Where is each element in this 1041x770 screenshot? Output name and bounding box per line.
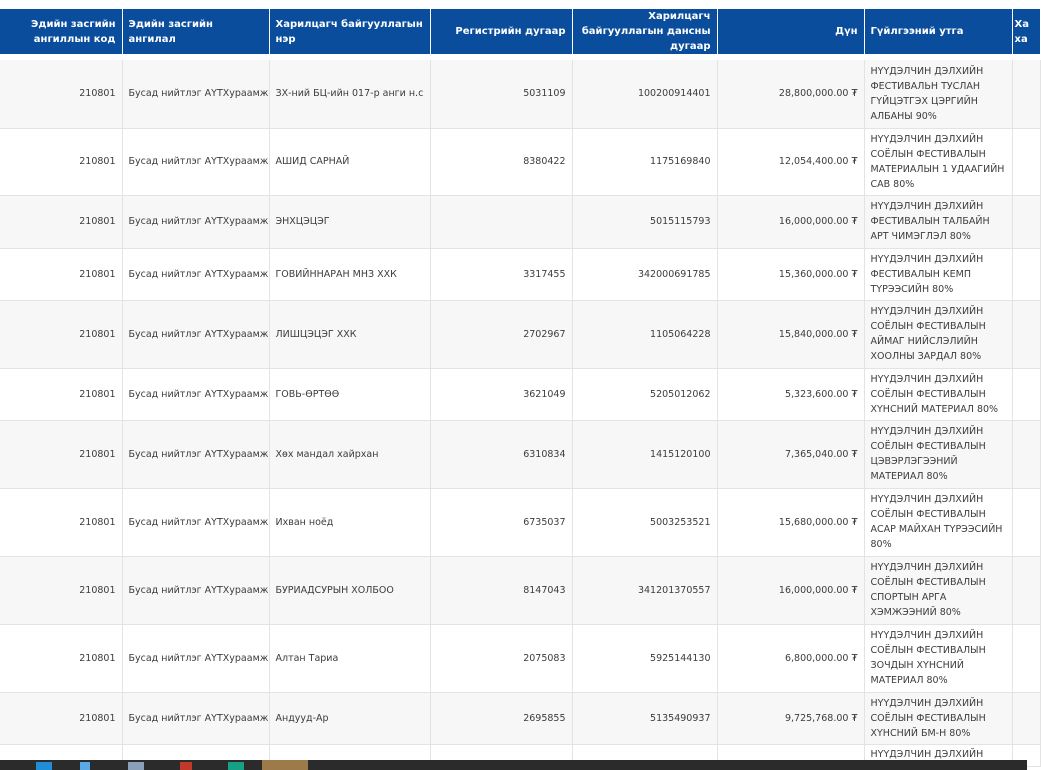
cell-amount: 12,054,400.00 ₮: [717, 128, 864, 195]
cell-register-number: 3621049: [430, 368, 572, 420]
cell-account-number: 5205012062: [572, 368, 717, 420]
col-header-account-number[interactable]: Харилцагч байгууллагын дансны дугаар: [572, 9, 717, 54]
cell-amount: 15,680,000.00 ₮: [717, 488, 864, 556]
table-body: [0, 54, 1040, 766]
cell-econ-code: 210801: [0, 368, 122, 420]
cell-econ-code: 210801: [0, 300, 122, 368]
cell-purpose: НҮҮДЭЛЧИН ДЭЛХИЙН СОЁЛЫН ФЕСТИВАЛЫН ХҮНСНИЙ МАТЕРИАЛ 80%: [864, 368, 1012, 420]
col-header-econ-code[interactable]: Эдийн засгийн ангиллын код: [0, 9, 122, 54]
cell-purpose: НҮҮДЭЛЧИН ДЭЛХИЙН СОЁЛЫН ФЕСТИВАЛЫН АЙМАГ НИЙСЛЭЛИЙН ХООЛНЫ ЗАРДАЛ 80%: [864, 300, 1012, 368]
cell-econ-code: 210801: [0, 60, 122, 128]
cell-amount: 16,000,000.00 ₮: [717, 556, 864, 624]
col-header-purpose[interactable]: Гүйлгээний утга: [864, 9, 1012, 54]
transactions-table: [0, 9, 1041, 767]
cell-account-number: 342000691785: [572, 248, 717, 300]
cell-econ-category: Бусад нийтлэг АҮТХураамж: [122, 300, 269, 368]
col-header-register-number[interactable]: Регистрийн дугаар: [430, 9, 572, 54]
cell-cut-off: [1012, 556, 1040, 624]
cell-cut-off: [1012, 624, 1040, 692]
col-header-amount[interactable]: Дүн: [717, 9, 864, 54]
table-row: [0, 195, 1040, 248]
table-header-row: [0, 9, 1040, 54]
cell-account-number: 5135490937: [572, 692, 717, 744]
folder-icon[interactable]: [262, 760, 308, 770]
cell-register-number: 2695855: [430, 692, 572, 744]
cell-register-number: 8380422: [430, 128, 572, 195]
cell-cut-off: [1012, 420, 1040, 488]
cell-econ-category: Бусад нийтлэг АҮТХураамж: [122, 692, 269, 744]
cell-cut-off: [1012, 128, 1040, 195]
cell-purpose: НҮҮДЭЛЧИН ДЭЛХИЙН СОЁЛЫН ФЕСТИВАЛЫН СПОРТЫН АРГА ХЭМЖЭЭНИЙ 80%: [864, 556, 1012, 624]
cell-partner-name: ЭНХЦЭЦЭГ: [269, 195, 430, 248]
cell-account-number: 341201370557: [572, 556, 717, 624]
cell-register-number: [430, 195, 572, 248]
cell-partner-name: ЗХ-ний БЦ-ийн 017-р анги н.с: [269, 60, 430, 128]
cell-amount: 7,365,040.00 ₮: [717, 420, 864, 488]
task-view-icon[interactable]: [128, 762, 144, 770]
table-row: [0, 488, 1040, 556]
cell-econ-code: 210801: [0, 128, 122, 195]
cell-amount: 5,323,600.00 ₮: [717, 368, 864, 420]
cell-purpose: НҮҮДЭЛЧИН ДЭЛХИЙН СОЁЛЫН ФЕСТИВАЛЫН АСАР МАЙХАН ТҮРЭЭСИЙН 80%: [864, 488, 1012, 556]
cell-econ-category: Бусад нийтлэг АҮТХураамж: [122, 368, 269, 420]
cell-cut-off: [1012, 300, 1040, 368]
cell-account-number: 5003253521: [572, 488, 717, 556]
table-row: [0, 300, 1040, 368]
cell-account-number: 5925144130: [572, 624, 717, 692]
cell-register-number: 6735037: [430, 488, 572, 556]
table-row: [0, 556, 1040, 624]
cell-econ-category: Бусад нийтлэг АҮТХураамж: [122, 420, 269, 488]
cell-register-number: 3317455: [430, 248, 572, 300]
cell-cut-off: [1012, 488, 1040, 556]
cell-amount: 28,800,000.00 ₮: [717, 60, 864, 128]
app-icon[interactable]: [228, 762, 244, 770]
cell-econ-code: 210801: [0, 488, 122, 556]
cell-register-number: 2075083: [430, 624, 572, 692]
cell-amount: 15,840,000.00 ₮: [717, 300, 864, 368]
cell-partner-name: БУРИАДСУРЫН ХОЛБОО: [269, 556, 430, 624]
cell-purpose: НҮҮДЭЛЧИН ДЭЛХИЙН СОЁЛЫН ФЕСТИВАЛЫН ХҮНСНИЙ БМ-Н 80%: [864, 692, 1012, 744]
col-header-econ-category[interactable]: Эдийн засгийн ангилал: [122, 9, 269, 54]
cell-cut-off: [1012, 368, 1040, 420]
cell-econ-code: 210801: [0, 624, 122, 692]
table-row: [0, 420, 1040, 488]
table-row: [0, 60, 1040, 128]
start-icon[interactable]: [36, 762, 52, 770]
cell-partner-name: Хөх мандал хайрхан: [269, 420, 430, 488]
cell-partner-name: ГОВЬ-ӨРТӨӨ: [269, 368, 430, 420]
cell-purpose: НҮҮДЭЛЧИН ДЭЛХИЙН ФЕСТИВАЛЬН ТУСЛАН ГҮЙЦЭТГЭХ ЦЭРГИЙН АЛБАНЫ 90%: [864, 60, 1012, 128]
table-row: [0, 368, 1040, 420]
cell-partner-name: Ихван ноёд: [269, 488, 430, 556]
cell-partner-name: Андууд-Ар: [269, 692, 430, 744]
table-row: [0, 624, 1040, 692]
cell-cut-off: [1012, 195, 1040, 248]
col-header-cut-off[interactable]: Ха ха: [1012, 9, 1040, 54]
cell-amount: 9,725,768.00 ₮: [717, 692, 864, 744]
cell-amount: 15,360,000.00 ₮: [717, 248, 864, 300]
cell-amount: 6,800,000.00 ₮: [717, 624, 864, 692]
table-row: [0, 128, 1040, 195]
cell-econ-code: 210801: [0, 692, 122, 744]
cell-cut-off: [1012, 692, 1040, 744]
search-icon[interactable]: [80, 762, 90, 770]
cell-econ-category: Бусад нийтлэг АҮТХураамж: [122, 195, 269, 248]
browser-icon[interactable]: [180, 762, 192, 770]
cell-account-number: 5015115793: [572, 195, 717, 248]
cell-account-number: 100200914401: [572, 60, 717, 128]
cell-partner-name: ГОВИЙННАРАН МНЗ ХХК: [269, 248, 430, 300]
cell-econ-code: 210801: [0, 420, 122, 488]
cell-econ-category: Бусад нийтлэг АҮТХураамж: [122, 556, 269, 624]
cell-partner-name: Алтан Тариа: [269, 624, 430, 692]
cell-partner-name: ЛИШЦЭЦЭГ ХХК: [269, 300, 430, 368]
cell-cut-off: [1012, 248, 1040, 300]
os-taskbar: [0, 760, 1027, 770]
cell-econ-code: 210801: [0, 556, 122, 624]
table-row: [0, 248, 1040, 300]
cell-register-number: 6310834: [430, 420, 572, 488]
table-row: [0, 692, 1040, 744]
cell-econ-code: 210801: [0, 195, 122, 248]
cell-purpose: НҮҮДЭЛЧИН ДЭЛХИЙН ФЕСТИВАЛЫН ТАЛБАЙН АРТ ЧИМЭГЛЭЛ 80%: [864, 195, 1012, 248]
cell-register-number: 5031109: [430, 60, 572, 128]
cell-purpose: НҮҮДЭЛЧИН ДЭЛХИЙН СОЁЛЫН ФЕСТИВАЛЫН ЗОЧДЫН ХҮНСНИЙ МАТЕРИАЛ 80%: [864, 624, 1012, 692]
cell-register-number: 8147043: [430, 556, 572, 624]
cell-econ-category: Бусад нийтлэг АҮТХураамж: [122, 248, 269, 300]
cell-account-number: 1415120100: [572, 420, 717, 488]
cell-partner-name: АШИД САРНАЙ: [269, 128, 430, 195]
cell-account-number: 1175169840: [572, 128, 717, 195]
cell-purpose: НҮҮДЭЛЧИН ДЭЛХИЙН СОЁЛЫН ФЕСТИВАЛЫН МАТЕРИАЛЫН 1 УДААГИЙН САВ 80%: [864, 128, 1012, 195]
cell-purpose: НҮҮДЭЛЧИН ДЭЛХИЙН: [864, 744, 1012, 766]
cell-purpose: НҮҮДЭЛЧИН ДЭЛХИЙН СОЁЛЫН ФЕСТИВАЛЫН ЦЭВЭРЛЭГЭЭНИЙ МАТЕРИАЛ 80%: [864, 420, 1012, 488]
col-header-partner-name[interactable]: Харилцагч байгууллагын нэр: [269, 9, 430, 54]
cell-register-number: 2702967: [430, 300, 572, 368]
cell-account-number: 1105064228: [572, 300, 717, 368]
cell-econ-category: Бусад нийтлэг АҮТХураамж: [122, 488, 269, 556]
cell-econ-code: 210801: [0, 248, 122, 300]
cell-purpose: НҮҮДЭЛЧИН ДЭЛХИЙН ФЕСТИВАЛЫН КЕМП ТҮРЭЭСИЙН 80%: [864, 248, 1012, 300]
cell-cut-off: [1012, 60, 1040, 128]
cell-econ-category: Бусад нийтлэг АҮТХураамж: [122, 60, 269, 128]
cell-amount: 16,000,000.00 ₮: [717, 195, 864, 248]
cell-econ-category: Бусад нийтлэг АҮТХураамж: [122, 128, 269, 195]
cell-econ-category: Бусад нийтлэг АҮТХураамж: [122, 624, 269, 692]
